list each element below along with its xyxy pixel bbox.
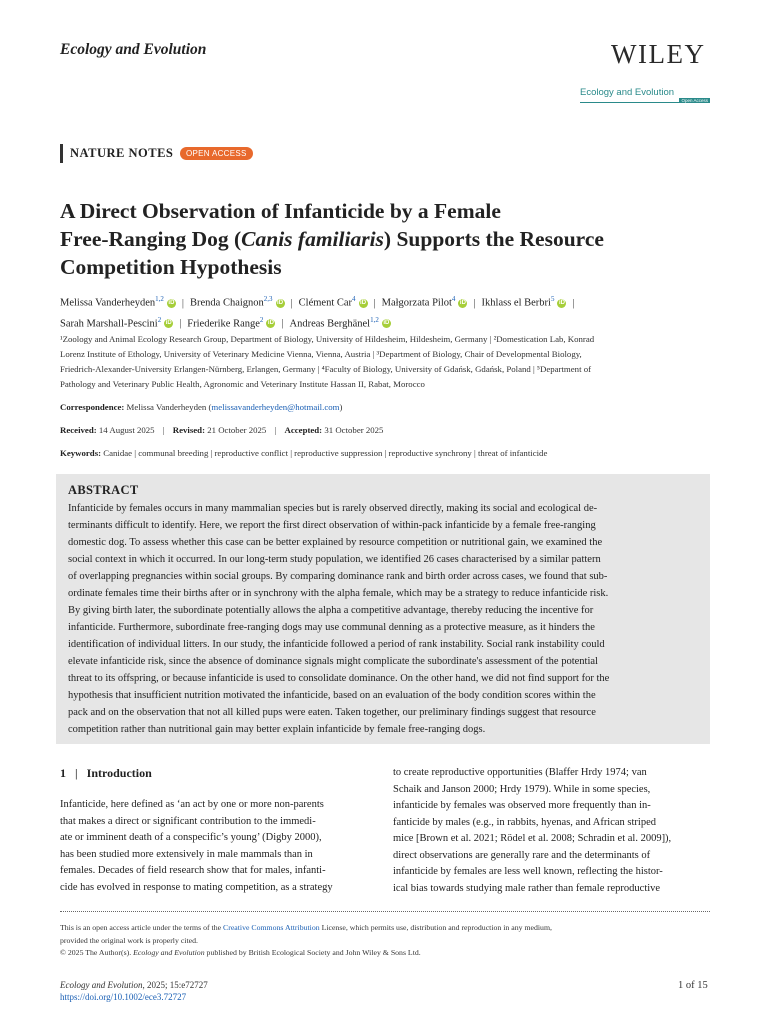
body-line: females. Decades of field research show that for males, infanti- (60, 865, 326, 876)
affiliations (60, 332, 720, 392)
journal-logo-badge: Open Access (681, 98, 708, 103)
correspondence: Correspondence: Melissa Vanderheyden (melissavanderheyden@hotmail.com) (60, 402, 343, 412)
copyright-text: published by British Ecological Society and John Wiley & Sons Ltd. (204, 948, 421, 957)
doi-link[interactable]: https://doi.org/10.1002/ece3.72727 (60, 992, 187, 1002)
received-label: Received: (60, 425, 97, 435)
body-line: to create reproductive opportunities (Blaffer Hrdy 1974; van (393, 767, 647, 778)
revised-label: Revised: (172, 425, 205, 435)
author-name[interactable]: Melissa Vanderheyden (60, 297, 156, 309)
author-affil-sup: 2,3 (263, 295, 273, 303)
body-line: infanticide by females was observed more frequently than in- (393, 800, 651, 811)
article-type: NATURE NOTES (70, 146, 174, 160)
abstract-line: competition rather than nutritional gain may better explain infanticide by female free-ranging dogs. (68, 724, 486, 735)
affiliation-line: ¹Zoology and Animal Ecology Research Group, Department of Biology, University of Hildesheim, Hildesheim, Germany | ²Domestication Lab, Konrad (60, 334, 595, 344)
separator: | (181, 297, 185, 309)
affiliation-line: Pathology and Veterinary Public Health, Agronomic and Veterinary Institute Hassan II, Rabat, Morocco (60, 379, 425, 389)
author-list (60, 291, 720, 332)
orcid-icon[interactable]: iD (383, 320, 390, 327)
separator: | (373, 297, 376, 309)
citation-journal: Ecology and Evolution (60, 980, 143, 990)
abstract-line: identification of individual litters. In our study, the infanticide followed a period of rank instability. Social rank instability could (68, 639, 605, 650)
affiliation-line: Lorenz Institute of Ethology, University of Veterinary Medicine Vienna, Vienna, Austria | ³Department of Biology, Chair of Developmental Biology, (60, 349, 582, 359)
author-name[interactable]: Małgorzata Pilot (381, 297, 452, 309)
abstract-line: pack and on the observation that not all killed pups were eaten. Taken together, our preliminary findings suggest that resource (68, 707, 596, 718)
license-line (60, 922, 720, 935)
article-dates (60, 425, 383, 435)
abstract-line: infanticide. Furthermore, subordinate free-ranging dogs may use communal denning as a protective measure, as it hinders the (68, 622, 595, 633)
author-affil-sup: 1,2 (155, 295, 164, 303)
body-line: Infanticide, here defined as ‘an act by one or more non-parents (60, 799, 324, 810)
separator: | (162, 425, 165, 435)
license-footnote (60, 922, 720, 960)
section-number: 1 (60, 766, 66, 780)
open-access-badge: OPEN ACCESS (180, 147, 253, 160)
separator: | (274, 425, 277, 435)
cc-license-link[interactable]: Creative Commons Attribution (223, 923, 320, 932)
intro-column-left (60, 797, 376, 896)
abstract-line: Infanticide by females occurs in many mammalian species but is rarely observed directly, making its social and ecological de- (68, 503, 598, 514)
abstract-line: ordinate females time their births after or in synchrony with the alpha female, which may be a strategy to reduce infanticide risk. (68, 588, 609, 599)
separator: | (290, 297, 293, 309)
abstract-line: social context in which it occurred. In our long-term study population, we identified 26 cases characterised by a similar pattern (68, 554, 601, 565)
copyright-journal: Ecology and Evolution (133, 948, 205, 957)
author-name[interactable]: Clément Car (298, 297, 353, 309)
separator: | (572, 297, 575, 309)
correspondence-email-link[interactable]: melissavanderheyden@hotmail.com (211, 402, 340, 412)
abstract-line: elevate infanticide risk, since the absence of dominance signals might complicate the subordinate's assessment of the potential (68, 656, 598, 667)
body-line: ate or imminent death of a conspecific’s young’ (Digby 2000), (60, 832, 322, 843)
author-name[interactable]: Sarah Marshall-Pescini (60, 318, 158, 329)
body-line: Schaik and Janson 2000; Hrdy 1979). While in some species, (393, 783, 651, 795)
separator: | (281, 318, 284, 329)
article-title (60, 197, 720, 281)
author-name[interactable]: Ikhlass el Berbri (481, 297, 551, 309)
orcid-icon[interactable]: iD (168, 299, 175, 306)
author-line (60, 291, 720, 312)
journal-name: Ecology and Evolution (60, 41, 207, 58)
citation-volume: , 2025; 15:e72727 (142, 980, 208, 990)
journal-logo[interactable] (580, 87, 710, 103)
page-number: 1 of 15 (678, 980, 708, 991)
title-line: Free-Ranging Dog (Canis familiaris) Supports the Resource (60, 227, 604, 251)
orcid-icon[interactable]: iD (459, 299, 466, 306)
body-line: infanticide by females are less well known, reflecting the histor- (393, 866, 663, 877)
publisher-logo[interactable]: WILEY (611, 39, 706, 69)
body-line: direct observations are generally rare and the determinants of (393, 849, 651, 861)
abstract-line: hypothesis that insufficient nutrition motivated the infanticide, based on an evaluation of the body condition scores within the (68, 690, 596, 701)
author-affil-sup: 4 (451, 295, 456, 303)
section-title: Introduction (86, 766, 152, 780)
author-name[interactable]: Andreas Berghänel (289, 318, 371, 329)
keywords-text: Canidae | communal breeding | reproductive conflict | reproductive suppression | reproductive synchrony | threat of infanticide (103, 448, 548, 458)
journal-logo-text: Ecology and Evolution (580, 87, 675, 98)
abstract-line: domestic dog. To assess whether this case can be better explained by resource competition or nutritional gain, we examined the (68, 537, 603, 548)
license-text: License, which permits use, distribution and reproduction in any medium, (319, 923, 552, 932)
title-line: A Direct Observation of Infanticide by a Female (60, 199, 501, 223)
author-name[interactable]: Friederike Range (187, 318, 260, 329)
author-name[interactable]: Brenda Chaignon (190, 297, 264, 309)
keywords (60, 448, 547, 458)
separator: | (179, 318, 182, 329)
intro-column-right (393, 765, 711, 897)
body-line: ical bias towards studying male rather than female reproductive (393, 882, 661, 894)
author-line (60, 312, 720, 333)
title-line: Competition Hypothesis (60, 255, 282, 279)
abstract-heading: ABSTRACT (68, 483, 139, 497)
species-name: Canis familiaris (241, 227, 384, 251)
accepted-label: Accepted: (284, 425, 323, 435)
affiliation-line: Friedrich-Alexander-University Erlangen-Nürnberg, Erlangen, Germany | ⁴Faculty of Biology, University of Gdańsk, Gdańsk, Poland | ⁵Department of (60, 364, 592, 374)
revised-date: 21 October 2025 (207, 425, 267, 435)
body-line: fanticide by males (e.g., in rabbits, hyenas, and African striped (393, 816, 657, 828)
separator: | (473, 297, 476, 309)
body-line: that makes a direct or significant contribution to the immedi- (60, 815, 316, 827)
author-affil-sup: 5 (550, 295, 555, 303)
author-affil-sup: 1,2 (370, 315, 379, 324)
abstract-line: threat to its offspring, or because infanticide is used to consolidate dominance. On the other hand, we did not find support for the (68, 673, 610, 684)
copyright-line (60, 947, 720, 960)
author-affil-sup: 4 (352, 295, 356, 303)
orcid-icon[interactable]: iD (165, 320, 172, 327)
accepted-date: 31 October 2025 (324, 425, 384, 435)
separator: | (75, 766, 78, 780)
copyright-text: © 2025 The Author(s). (60, 948, 134, 957)
received-date: 14 August 2025 (98, 425, 155, 435)
keywords-label: Keywords: (60, 448, 102, 458)
body-line: has been studied more extensively in male mammals than in (60, 848, 313, 860)
abstract-body (68, 500, 702, 738)
section-marker (60, 144, 63, 163)
footnote-divider (60, 911, 710, 912)
abstract-line: of overlapping pregnancies within social groups. By comparing dominance rank and birth order across cases, we found that sub- (68, 571, 608, 582)
orcid-icon[interactable]: iD (267, 320, 274, 327)
orcid-icon[interactable]: iD (277, 299, 284, 306)
license-line: provided the original work is properly cited. (60, 935, 198, 945)
correspondence-label: Correspondence: (60, 402, 125, 412)
abstract-line: By giving birth later, the subordinate potentially allows the alpha a competitive advantage, thereby reducing the incentive for (68, 605, 594, 616)
citation (60, 980, 208, 990)
body-line: mice [Brown et al. 2021; Rödel et al. 2008; Schradin et al. 2009]), (393, 833, 672, 844)
author-affil-sup: 2 (157, 315, 162, 324)
orcid-icon[interactable]: iD (360, 299, 367, 306)
body-line: cide has evolved in response to mating competition, as a strategy (60, 881, 333, 893)
abstract-line: terminants difficult to identify. Here, we report the first direct observation of within-pack infanticide by a female free-ranging (68, 520, 596, 531)
author-affil-sup: 2 (259, 315, 264, 324)
orcid-icon[interactable]: iD (558, 299, 565, 306)
correspondence-name: Melissa Vanderheyden (126, 402, 207, 412)
intro-heading (60, 766, 152, 781)
license-text: This is an open access article under the terms of the (60, 923, 224, 932)
